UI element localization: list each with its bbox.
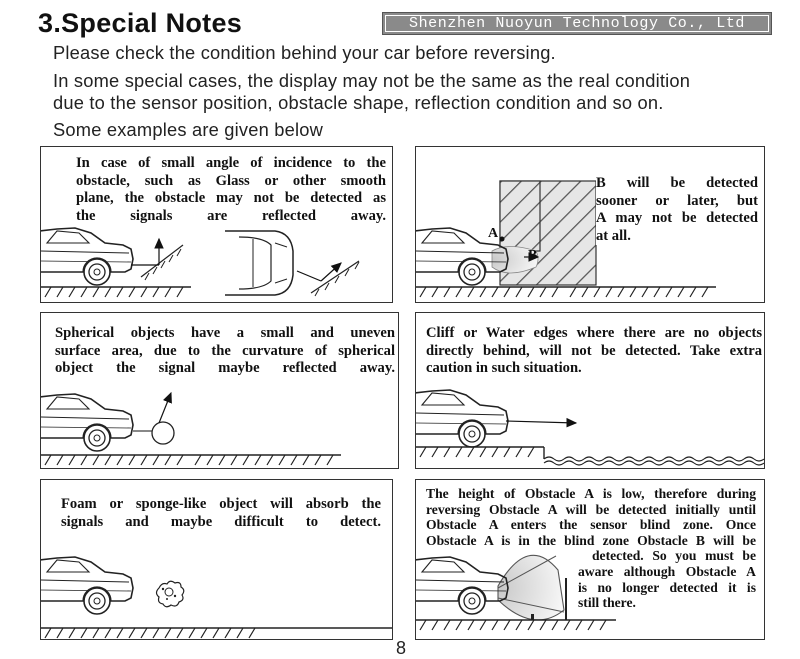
car-icon — [41, 228, 133, 285]
text-line: reversing Obstacle A will be detected initially until — [426, 501, 756, 517]
intro-line-4: Some examples are given below — [53, 119, 324, 140]
car-icon — [41, 557, 133, 614]
text-line: sooner or later, but — [596, 192, 758, 209]
ground-icon — [41, 287, 191, 297]
panel-blind-wall-text — [596, 175, 758, 245]
text-line: Spherical objects have a small and uneven — [55, 325, 395, 341]
text-line: surface area, due to the curvature of spherical — [55, 342, 395, 359]
label-a: A — [488, 226, 499, 241]
sphere-obstacle — [152, 422, 174, 444]
text-line: Obstacle A is in the blind zone Obstacle B will be — [426, 532, 756, 548]
car-icon — [416, 390, 508, 447]
car-icon — [41, 394, 133, 451]
text-line: obstacle, such as Glass or other smooth — [76, 172, 386, 189]
text-line: the signals are reflected away. — [76, 207, 386, 224]
intro-line-1: Please check the condition behind your car before reversing. — [53, 42, 556, 63]
text-line: caution in such situation. — [426, 360, 582, 377]
car-topview-icon — [225, 231, 293, 295]
obstacle-a — [531, 614, 534, 620]
glass-plane — [141, 245, 183, 277]
panel-glass — [40, 146, 393, 303]
panel-blind-wall — [415, 146, 765, 303]
page-number: 8 — [396, 638, 407, 658]
text-line: at all. — [596, 227, 631, 244]
text-line: Cliff or Water edges where there are no objects — [426, 325, 762, 341]
text-line: aware although Obstacle A — [578, 563, 756, 579]
text-line: still there. — [578, 595, 636, 611]
reflected-signal-arrow — [159, 393, 171, 423]
text-line: The height of Obstacle A is low, therefore during — [426, 486, 756, 501]
glass-illustration — [41, 147, 392, 302]
text-line: directly behind, will not be detected. Take extra — [426, 342, 762, 359]
panel-low-obstacle-text — [426, 486, 756, 611]
signal-arrow — [506, 421, 576, 423]
text-line: Foam or sponge-like object will absorb the — [61, 496, 381, 512]
spherical-illustration — [41, 313, 398, 468]
text-line: A may not be detected — [596, 210, 758, 227]
intro-line-3: due to the sensor position, obstacle shape, reflection condition and so on. — [53, 92, 664, 113]
panel-spherical — [40, 312, 399, 469]
text-line: plane, the obstacle may not be detected as — [76, 190, 386, 207]
foam-obstacle — [157, 581, 184, 607]
label-b: B — [528, 248, 538, 263]
panel-cliff — [415, 312, 765, 469]
water-icon — [544, 457, 764, 461]
text-line: detected. So you must be — [592, 548, 756, 564]
text-line: B will be detected — [596, 175, 758, 191]
text-line: In case of small angle of incidence to the — [76, 155, 386, 171]
page-title: 3.Special Notes — [38, 8, 243, 38]
company-banner: Shenzhen Nuoyun Technology Co., Ltd — [382, 12, 772, 35]
panel-foam — [40, 479, 393, 640]
foam-illustration — [41, 480, 392, 639]
point-a — [500, 237, 505, 242]
intro-line-2: In some special cases, the display may not be the same as the real condition — [53, 70, 691, 91]
text-line: is no longer detected it is — [578, 579, 756, 595]
panel-low-obstacle — [415, 479, 765, 640]
text-line: object the signal maybe reflected away. — [55, 360, 395, 377]
cliff-illustration — [416, 313, 764, 468]
text-line: Obstacle A enters the sensor blind zone. Once — [426, 517, 756, 533]
text-line: signals and maybe difficult to detect. — [61, 513, 381, 530]
